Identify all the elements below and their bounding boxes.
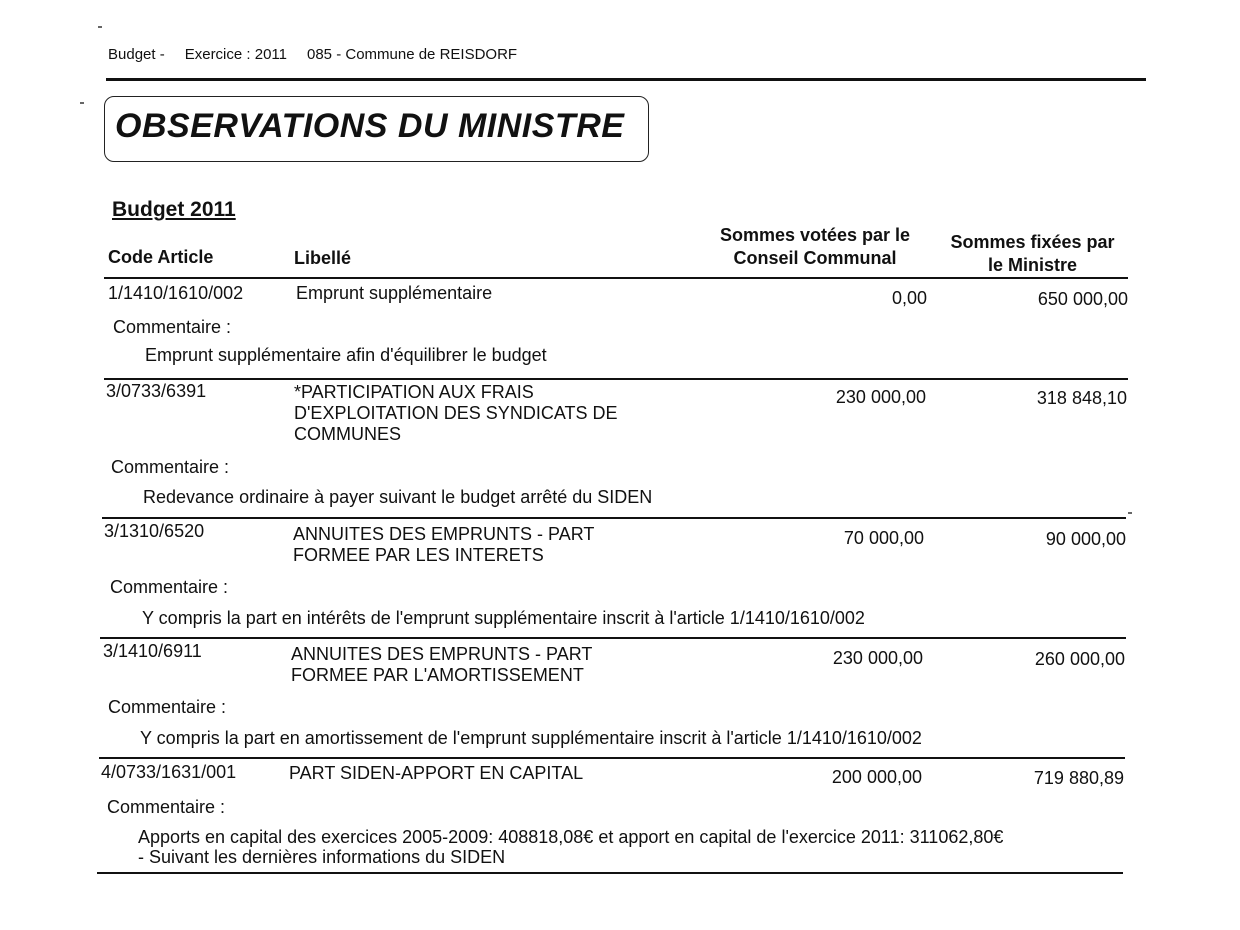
col-header-code: Code Article [108,247,214,267]
row-2-comment: Redevance ordinaire à payer suivant le budget arrêté du SIDEN [143,487,653,507]
header-budget: Budget - [108,46,165,63]
row-3-fixees: 90 000,00 [1045,529,1126,549]
row-1-code: 1/1410/1610/002 [108,283,244,303]
header-rule [106,78,1146,81]
row-4-comment-label: Commentaire : [108,697,227,717]
table-header-rule [104,277,1128,279]
row-2-rule [102,517,1126,519]
row-2-libelle-line1: *PARTICIPATION AUX FRAIS [294,382,534,402]
col-header-votees-line1: Sommes votées par le [719,225,911,245]
col-header-votees-line2: Conseil Communal [733,248,897,268]
scan-speck [98,26,102,28]
budget-title: Budget 2011 [112,198,236,221]
title-box [104,96,649,162]
row-4-libelle-line1: ANNUITES DES EMPRUNTS - PART [291,644,593,664]
row-5-comment-label: Commentaire : [107,797,226,817]
row-1-votees: 0,00 [891,288,927,308]
col-header-fixees-line1: Sommes fixées par [950,232,1115,252]
row-5-votees: 200 000,00 [831,767,922,787]
row-4-comment: Y compris la part en amortissement de l'emprunt supplémentaire inscrit à l'article 1/1410/1610/002 [140,728,922,748]
row-3-libelle-line1: ANNUITES DES EMPRUNTS - PART [293,524,595,544]
row-2-comment-label: Commentaire : [111,457,230,477]
row-1-libelle: Emprunt supplémentaire [296,283,493,303]
row-3-rule [100,637,1126,639]
row-5-libelle: PART SIDEN-APPORT EN CAPITAL [289,763,584,783]
row-4-code: 3/1410/6911 [103,641,202,661]
row-3-code: 3/1310/6520 [104,521,205,541]
row-5-rule [97,872,1123,874]
row-4-fixees: 260 000,00 [1034,649,1125,669]
row-2-libelle-line2: D'EXPLOITATION DES SYNDICATS DE [294,403,618,423]
row-2-fixees: 318 848,10 [1036,388,1127,408]
col-header-votees [690,224,940,270]
col-header-fixees-line2: le Ministre [987,255,1078,275]
row-1-comment: Emprunt supplémentaire afin d'équilibrer le budget [145,345,547,365]
row-4-votees: 230 000,00 [832,648,923,668]
scan-speck [1128,512,1132,514]
document-header [108,46,537,63]
row-3-comment: Y compris la part en intérêts de l'emprunt supplémentaire inscrit à l'article 1/1410/1610/002 [142,608,865,628]
row-1-rule [104,378,1128,380]
row-5-fixees: 719 880,89 [1033,768,1124,788]
row-2-code: 3/0733/6391 [106,381,207,401]
row-4-libelle-line2: FORMEE PAR L'AMORTISSEMENT [291,665,584,685]
page-title: OBSERVATIONS DU MINISTRE [115,107,625,145]
header-commune: 085 - Commune de REISDORF [307,46,518,63]
col-header-fixees [930,231,1135,277]
row-2-libelle-line3: COMMUNES [294,424,401,444]
row-3-votees: 70 000,00 [843,528,924,548]
row-2-votees: 230 000,00 [835,387,926,407]
row-1-comment-label: Commentaire : [113,317,232,337]
col-header-libelle: Libellé [294,248,352,268]
header-exercice: Exercice : 2011 [184,46,287,63]
row-5-comment-line2: - Suivant les dernières informations du SIDEN [138,847,506,867]
row-5-code: 4/0733/1631/001 [101,762,237,782]
row-3-comment-label: Commentaire : [110,577,229,597]
row-5-comment-line1: Apports en capital des exercices 2005-2009: 408818,08€ et apport en capital de l'exercice 2011: 311062,80€ [138,827,1004,847]
scan-speck [80,102,84,104]
row-3-libelle-line2: FORMEE PAR LES INTERETS [293,545,544,565]
row-4-rule [99,757,1125,759]
row-1-fixees: 650 000,00 [1037,289,1128,309]
